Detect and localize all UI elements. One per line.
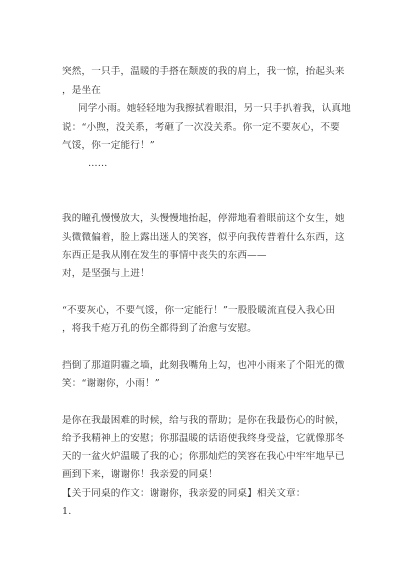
paragraph-line-9: 对，是坚强与上进！ bbox=[62, 268, 150, 279]
paragraph-line-13: 笑：“谢谢你，小雨！” bbox=[62, 378, 160, 389]
paragraph-line-14: 是你在我最困难的时候，给与我的帮助；是你在我最伤心的时候， bbox=[62, 415, 345, 426]
paragraph-line-5: 气馁，你一定能行！” bbox=[62, 140, 155, 151]
paragraph-line-11: ，将我千疮万孔的伤全都得到了治愈与安慰。 bbox=[62, 323, 257, 334]
paragraph-line-1: 突然，一只手，温暖的手搭在颓废的我的肩上，我一惊，抬起头来 bbox=[62, 66, 345, 77]
list-item-number: 1. bbox=[62, 506, 72, 517]
paragraph-line-2: ，是坐在 bbox=[62, 85, 101, 96]
paragraph-line-4: 说：“小煦，没关系，考砸了一次没关系。你一定不要灰心，不要 bbox=[62, 122, 340, 133]
paragraph-line-16: 天的一盆火炉温暖了我的心；你那灿烂的笑容在我心中牢牢地早已 bbox=[62, 451, 345, 462]
paragraph-line-17: 画到下来，谢谢你！我亲爱的同桌！ bbox=[62, 469, 218, 480]
paragraph-line-12: 挡倒了那道阴霾之墙，此刻我嘴角上勾，也冲小雨来了个阳光的微 bbox=[62, 360, 345, 371]
paragraph-line-15: 给予我精神上的安慰；你那温暖的话语使我终身受益，它就像那冬 bbox=[62, 433, 345, 444]
related-articles-heading: 【关于同桌的作文：谢谢你，我亲爱的同桌】相关文章： bbox=[62, 488, 306, 499]
paragraph-line-8: 东西正是我从刚在发生的事情中丧失的东西—— bbox=[62, 250, 267, 261]
ellipsis-line: …… bbox=[88, 158, 108, 169]
paragraph-line-10: “不要灰心，不要气馁，你一定能行！”一股股暖流直侵入我心田 bbox=[62, 305, 336, 316]
paragraph-line-3: 同学小雨。她轻轻地为我擦拭着眼泪，另一只手扒着我，认真地 bbox=[78, 103, 351, 114]
paragraph-line-6: 我的瞳孔慢慢放大，头慢慢地抬起，停滞地看着眼前这个女生，她 bbox=[62, 213, 345, 224]
paragraph-line-7: 头微微偏着，脸上露出迷人的笑容，似乎向我传普着什么东西，这 bbox=[62, 232, 345, 243]
